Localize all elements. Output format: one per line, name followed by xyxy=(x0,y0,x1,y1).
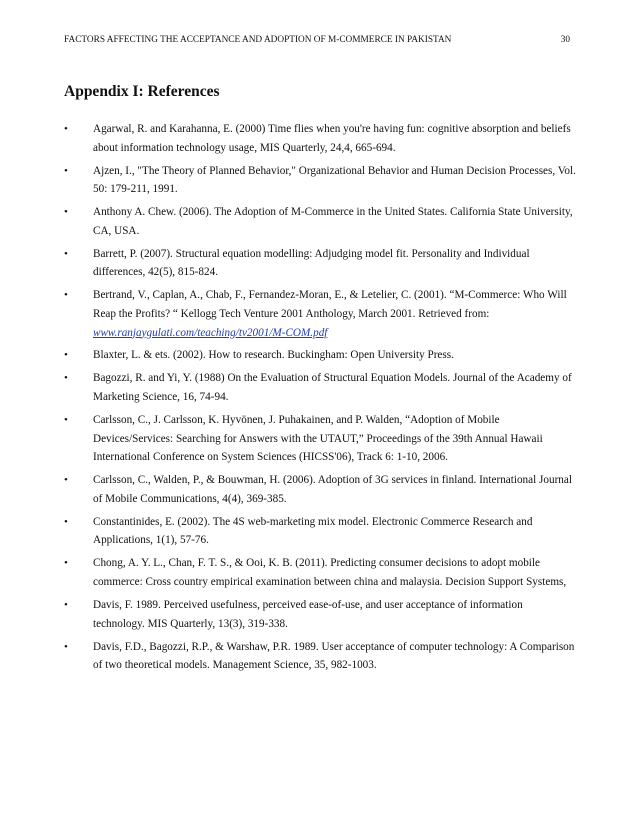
reference-item xyxy=(64,369,576,406)
reference-text: Constantinides, E. (2002). The 4S web-marketing mix model. Electronic Commerce Research and Applications, 1(1), 57-76. xyxy=(93,515,533,547)
reference-item xyxy=(64,286,576,342)
reference-item xyxy=(64,638,576,675)
reference-text: Barrett, P. (2007). Structural equation modelling: Adjudging model fit. Personality and Individual differences, 42(5), 815-824. xyxy=(93,247,530,279)
reference-text: Bagozzi, R. and Yi, Y. (1988) On the Evaluation of Structural Equation Models. Journal of the Academy of Marketing Science, 16, 74-94. xyxy=(93,372,572,404)
reference-item xyxy=(64,513,576,550)
reference-item xyxy=(64,120,576,157)
reference-item xyxy=(64,411,576,467)
reference-text: Carlsson, C., Walden, P., & Bouwman, H. (2006). Adoption of 3G services in finland. International Journal of Mobile Communications, 4(4), 369-385. xyxy=(93,474,572,505)
bullet-icon: • xyxy=(64,640,68,653)
bullet-icon: • xyxy=(64,247,68,260)
bullet-icon: • xyxy=(64,474,68,487)
section-title: Appendix I: References xyxy=(64,83,220,100)
bullet-icon: • xyxy=(64,123,68,135)
bullet-icon: • xyxy=(64,515,68,528)
reference-item xyxy=(64,245,576,282)
reference-item xyxy=(64,203,576,240)
running-header xyxy=(64,35,570,45)
reference-text: Davis, F.D., Bagozzi, R.P., & Warshaw, P.R. 1989. User acceptance of computer technology: A Comparison of two theoretical models. Management Science, 35, 982-1003. xyxy=(93,640,575,672)
reference-list xyxy=(64,120,576,679)
bullet-icon: • xyxy=(64,414,68,427)
reference-item xyxy=(64,596,576,633)
reference-text: Blaxter, L. & ets. (2002). How to research. Buckingham: Open University Press. xyxy=(93,349,454,362)
reference-item xyxy=(64,471,576,508)
reference-text: Chong, A. Y. L., Chan, F. T. S., & Ooi, K. B. (2011). Predicting consumer decisions to adopt mobile commerce: Cross country empirical examination between china and malaysia. Decision Support Systems, xyxy=(93,557,567,588)
reference-item xyxy=(64,554,576,591)
reference-text: Bertrand, V., Caplan, A., Chab, F., Fernandez-Moran, E., & Letelier, C. (2001). “M-Commerce: Who Will Reap the Profits? “ Kellogg Tech Venture 2001 Anthology, March 2001. Retrieved from: xyxy=(93,289,567,320)
page-number: 30 xyxy=(560,35,570,45)
reference-text: Agarwal, R. and Karahanna, E. (2000) Time flies when you're having fun: cognitive absorption and beliefs about information technology usage, MIS Quarterly, 24,4, 665-694. xyxy=(93,123,571,154)
reference-text: Davis, F. 1989. Perceived usefulness, perceived ease-of-use, and user acceptance of information technology. MIS Quarterly, 13(3), 319-338. xyxy=(93,598,523,630)
reference-text: Ajzen, I., "The Theory of Planned Behavior," Organizational Behavior and Human Decision Processes, Vol. 50: 179-211, 1991. xyxy=(93,164,576,196)
reference-item xyxy=(64,162,576,199)
reference-link[interactable]: www.ranjaygulati.com/teaching/tv2001/M-COM.pdf xyxy=(93,326,328,339)
bullet-icon: • xyxy=(64,349,68,362)
reference-text: Carlsson, C., J. Carlsson, K. Hyvönen, J. Puhakainen, and P. Walden, “Adoption of Mobile Devices/Services: Searching for Answers with the UTAUT,” Proceedings of the 39th Annual Hawaii International Conference on System Sciences (HICSS'06), Track 6: 1-10, 2006. xyxy=(93,414,543,464)
bullet-icon: • xyxy=(64,289,68,302)
bullet-icon: • xyxy=(64,372,68,385)
bullet-icon: • xyxy=(64,164,68,177)
reference-text: Anthony A. Chew. (2006). The Adoption of M-Commerce in the United States. California State University, CA, USA. xyxy=(93,206,573,237)
running-title: FACTORS AFFECTING THE ACCEPTANCE AND ADOPTION OF M-COMMERCE IN PAKISTAN xyxy=(64,35,452,45)
bullet-icon: • xyxy=(64,598,68,611)
bullet-icon: • xyxy=(64,206,68,219)
bullet-icon: • xyxy=(64,557,68,570)
reference-item xyxy=(64,346,576,365)
